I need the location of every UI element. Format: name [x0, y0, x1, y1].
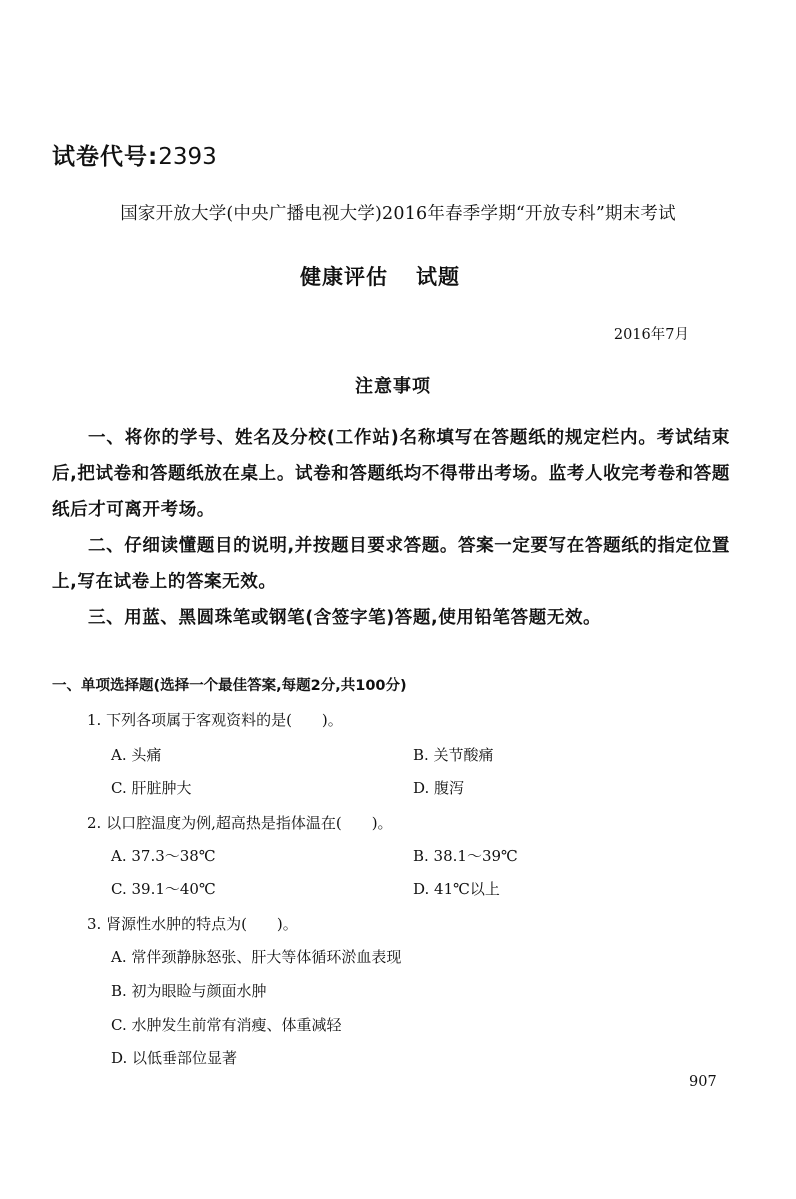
subject-suffix: 试题	[416, 265, 460, 289]
notice-item-2: 二、仔细读懂题目的说明,并按题目要求答题。答案一定要写在答题纸的指定位置上,写在试卷上的答案无效。	[52, 536, 730, 592]
exam-date: 2016年7月	[613, 327, 689, 343]
paper-code-number: 2393	[158, 144, 217, 170]
question-3-option-c: C. 水肿发生前常有消瘦、体重减轻	[111, 1016, 342, 1034]
subject-title	[0, 261, 760, 291]
question-1-option-b: B. 关节酸痛	[413, 746, 494, 764]
question-1-option-d: D. 腹泻	[413, 779, 465, 797]
question-2-option-a: A. 37.3～38℃	[111, 847, 216, 865]
paper-code	[52, 138, 217, 171]
section-title: 一、单项选择题(选择一个最佳答案,每题2分,共100分)	[52, 678, 407, 694]
question-1-stem: 1. 下列各项属于客观资料的是( )。	[87, 711, 343, 729]
page-number: 907	[689, 1074, 717, 1090]
question-3-option-b: B. 初为眼睑与颜面水肿	[111, 982, 267, 1000]
question-2-stem: 2. 以口腔温度为例,超高热是指体温在( )。	[87, 814, 393, 832]
notice-title: 注意事项	[355, 376, 431, 397]
question-1-option-a: A. 头痛	[111, 746, 162, 764]
question-1-option-c: C. 肝脏肿大	[111, 779, 192, 797]
notice-item-1: 一、将你的学号、姓名及分校(工作站)名称填写在答题纸的规定栏内。考试结束后,把试卷和答题纸放在桌上。试卷和答题纸均不得带出考场。监考人收完考卷和答题纸后才可离开考场。	[52, 428, 730, 520]
question-2-option-c: C. 39.1～40℃	[111, 880, 216, 898]
paper-code-label: 试卷代号:	[52, 144, 159, 170]
question-2-option-d: D. 41℃以上	[413, 880, 500, 898]
question-3-option-d: D. 以低垂部位显著	[111, 1049, 238, 1067]
notice-item-3: 三、用蓝、黑圆珠笔或钢笔(含签字笔)答题,使用铅笔答题无效。	[88, 608, 602, 628]
exam-name: 国家开放大学(中央广播电视大学)2016年春季学期“开放专科”期末考试	[120, 204, 676, 224]
subject-name: 健康评估	[300, 265, 388, 289]
question-3-option-a: A. 常伴颈静脉怒张、肝大等体循环淤血表现	[111, 948, 402, 966]
question-3-stem: 3. 肾源性水肿的特点为( )。	[87, 915, 298, 933]
question-2-option-b: B. 38.1～39℃	[413, 847, 518, 865]
